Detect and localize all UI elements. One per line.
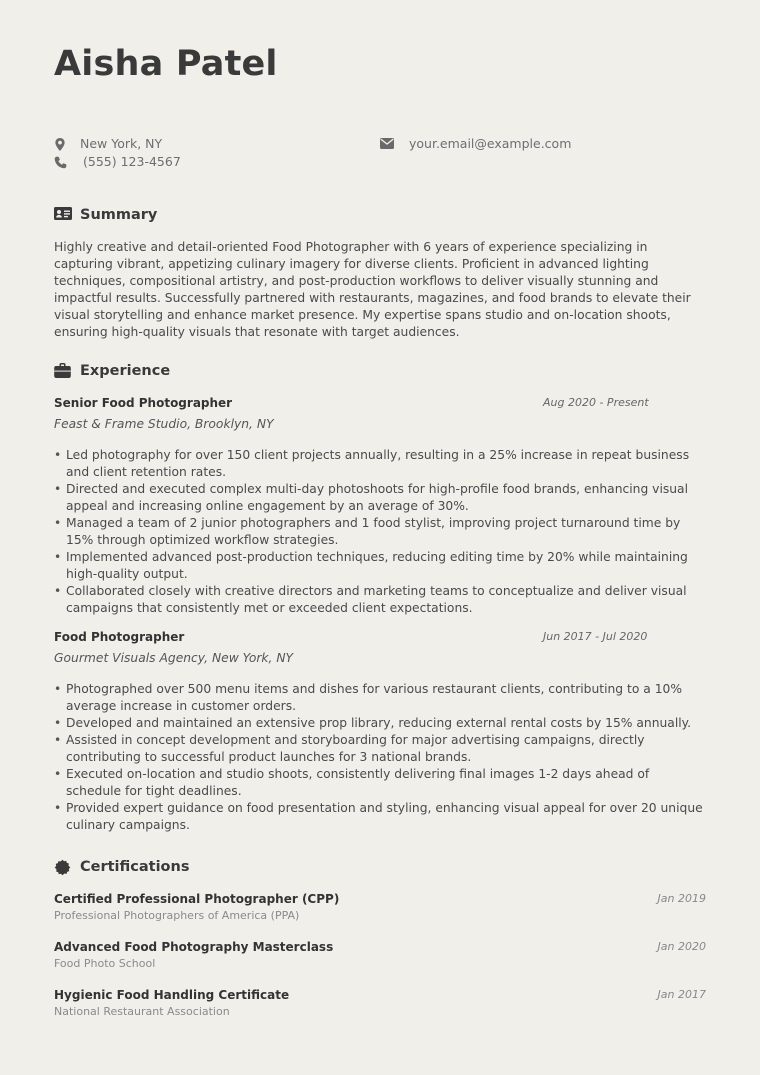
job-bullets bbox=[54, 447, 706, 617]
job-title: Food Photographer bbox=[54, 630, 185, 644]
job-bullets bbox=[54, 681, 706, 834]
job-dates: Jun 2017 - Jul 2020 bbox=[543, 630, 648, 643]
cert-date: Jan 2017 bbox=[657, 988, 706, 1001]
cert-title: Hygienic Food Handling Certificate bbox=[54, 988, 290, 1002]
map-pin-icon bbox=[54, 138, 66, 151]
certifications-heading-label: Certifications bbox=[80, 859, 190, 875]
cert-title: Advanced Food Photography Masterclass bbox=[54, 940, 334, 954]
list-item: • Executed on-location and studio shoots, consistently delivering final images 1-2 days ahead of schedule for tight deadlines. bbox=[54, 766, 706, 800]
job-dates: Aug 2020 - Present bbox=[543, 396, 649, 409]
cert-date: Jan 2020 bbox=[657, 940, 706, 953]
list-item: • Provided expert guidance on food presentation and styling, enhancing visual appeal for over 20 unique culinary campaigns. bbox=[54, 800, 706, 834]
job-title: Senior Food Photographer bbox=[54, 396, 233, 410]
envelope-icon bbox=[380, 138, 394, 149]
location-text: New York, NY bbox=[80, 136, 163, 151]
phone-text: (555) 123-4567 bbox=[83, 154, 181, 169]
list-item: • Implemented advanced post-production techniques, reducing editing time by 20% while maintaining high-quality output. bbox=[54, 549, 706, 583]
list-item: • Developed and maintained an extensive prop library, reducing external rental costs by 15% annually. bbox=[54, 715, 706, 732]
briefcase-icon bbox=[54, 363, 71, 378]
job-company: Feast & Frame Studio, Brooklyn, NY bbox=[54, 417, 274, 431]
email-text[interactable]: your.email@example.com bbox=[409, 136, 572, 151]
list-item: • Directed and executed complex multi-day photoshoots for high-profile food brands, enhancing visual appeal and increasing online engagement by an average of 30%. bbox=[54, 481, 706, 515]
summary-heading-label: Summary bbox=[80, 207, 158, 223]
cert-issuer: National Restaurant Association bbox=[54, 1005, 230, 1018]
id-card-icon bbox=[54, 207, 72, 220]
job-company: Gourmet Visuals Agency, New York, NY bbox=[54, 651, 294, 665]
phone-icon bbox=[54, 156, 67, 169]
cert-title: Certified Professional Photographer (CPP) bbox=[54, 892, 340, 906]
list-item: • Collaborated closely with creative directors and marketing teams to conceptualize and deliver visual campaigns that consistently met or exceeded client expectations. bbox=[54, 583, 706, 617]
cert-date: Jan 2019 bbox=[657, 892, 706, 905]
cert-issuer: Food Photo School bbox=[54, 957, 156, 970]
list-item: • Photographed over 500 menu items and dishes for various restaurant clients, contributing to a 10% average increase in customer orders. bbox=[54, 681, 706, 715]
list-item: • Assisted in concept development and storyboarding for major advertising campaigns, directly contributing to successful product launches for 3 national brands. bbox=[54, 732, 706, 766]
certificate-badge-icon bbox=[54, 859, 71, 876]
experience-heading-label: Experience bbox=[80, 363, 171, 379]
list-item: • Led photography for over 150 client projects annually, resulting in a 25% increase in repeat business and client retention rates. bbox=[54, 447, 706, 481]
list-item: • Managed a team of 2 junior photographers and 1 food stylist, improving project turnaround time by 15% through optimized workflow strategies. bbox=[54, 515, 706, 549]
candidate-name: Aisha Patel bbox=[54, 44, 278, 84]
cert-issuer: Professional Photographers of America (PPA) bbox=[54, 909, 300, 922]
summary-text: Highly creative and detail-oriented Food Photographer with 6 years of experience specializing in capturing vibrant, appetizing culinary imagery for diverse clients. Proficient in advanced lighting techniques, compositional artistry, and post-production workflows to deliver visually stunning and impactful results. Successfully partnered with restaurants, magazines, and food brands to elevate their visual storytelling and enhance market presence. My expertise spans studio and on-location shoots, ensuring high-quality visuals that resonate with target audiences. bbox=[54, 240, 691, 339]
